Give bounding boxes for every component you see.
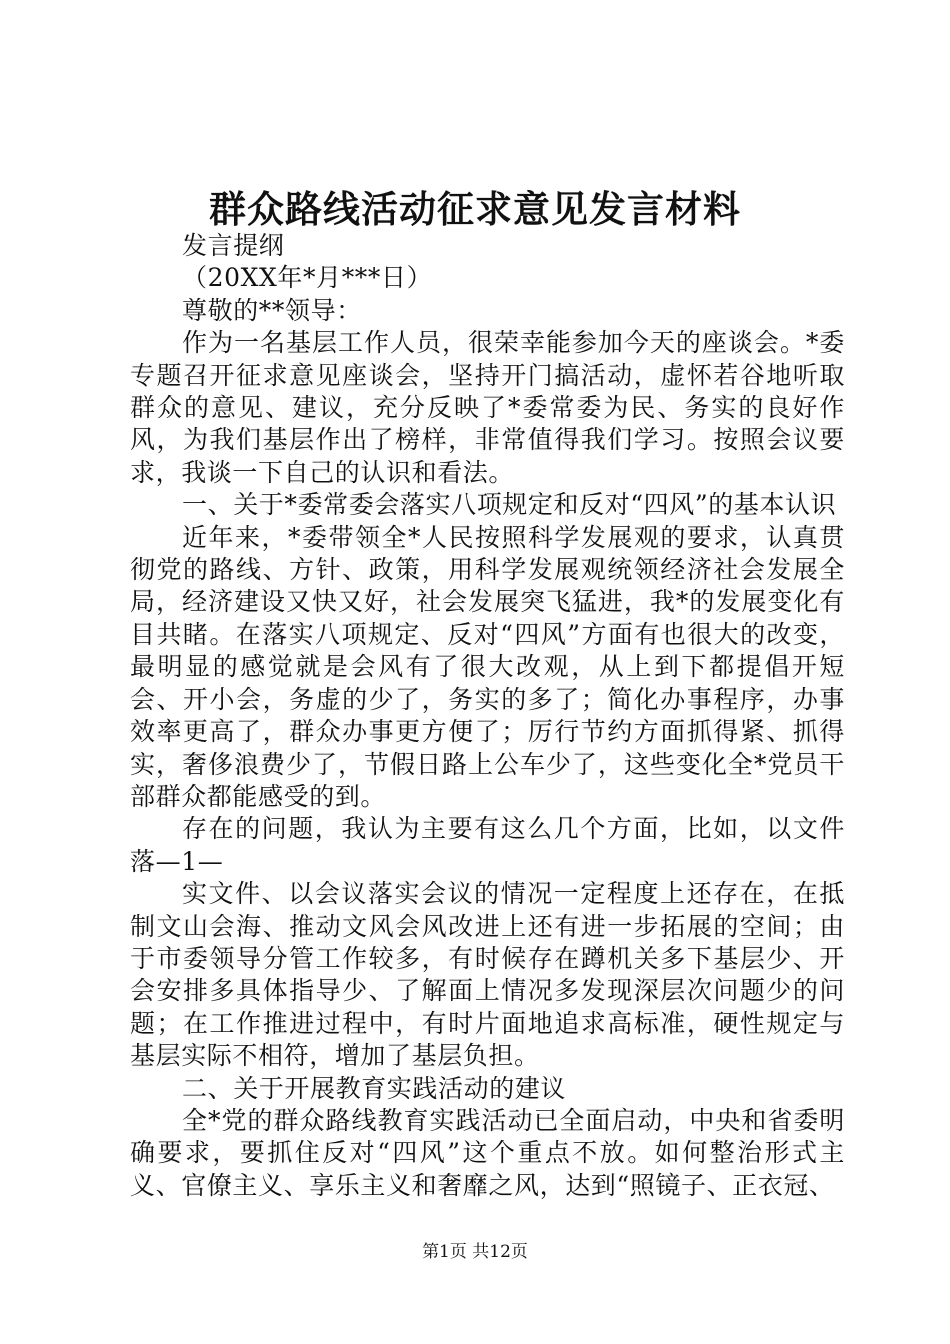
paragraph-date: （20XX年*月***日） (182, 263, 433, 293)
paragraph-recent-years: 近年来，*委带领全*人民按照科学发展观的要求，认真贯彻党的路线、方针、政策，用科学发展观统领经济社会发展全局，经济建设又快又好，社会发展突飞猛进，我*的发展变化有目共睹。在落实八项规定、反对“四风”方面有也很大的改变，最明显的感觉就是会风有了很大改观，从上到下都提倡开短会、开小会，务虚的少了，务实的多了；简化办事程序，办事效率更高了，群众办事更方便了；厉行节约方面抓得紧、抓得实，奢侈浪费少了，节假日路上公车少了，这些变化全*党员干部群众都能感受的到。 (130, 522, 845, 811)
paragraph-problems: 存在的问题，我认为主要有这么几个方面，比如，以文件落—1— (130, 814, 845, 876)
section-heading-1: 一、关于*委常委会落实八项规定和反对“四风”的基本认识 (182, 490, 837, 520)
paragraph-problems-continued: 实文件、以会议落实会议的情况一定程度上还存在，在抵制文山会海、推动文风会风改进上还有进一步拓展的空间；由于市委领导分管工作较多，有时候存在蹲机关多下基层少、开会安排多具体指导少、了解面上情况多发现深层次问题少的问题；在工作推进过程中，有时片面地追求高标准，硬性规定与基层实际不相符，增加了基层负担。 (130, 879, 845, 1071)
paragraph-intro: 作为一名基层工作人员，很荣幸能参加今天的座谈会。*委专题召开征求意见座谈会，坚持开门搞活动，虚怀若谷地听取群众的意见、建议，充分反映了*委常委为民、务实的良好作风，为我们基层作出了榜样，非常值得我们学习。按照会议要求，我谈一下自己的认识和看法。 (130, 328, 845, 487)
paragraph-outline-label: 发言提纲 (182, 231, 285, 260)
page-footer: 第1页 共12页 (422, 1242, 528, 1262)
section-heading-2: 二、关于开展教育实践活动的建议 (182, 1073, 567, 1103)
paragraph-salutation: 尊敬的**领导： (182, 295, 362, 325)
paragraph-suggestions: 全*党的群众路线教育实践活动已全面启动，中央和省委明确要求，要抓住反对“四风”这个重点不放。如何整治形式主义、官僚主义、享乐主义和奢靡之风，达到“照镜子、正衣冠、 (130, 1105, 845, 1200)
document-body (130, 230, 845, 1202)
document-title: 群众路线活动征求意见发言材料 (209, 187, 741, 231)
